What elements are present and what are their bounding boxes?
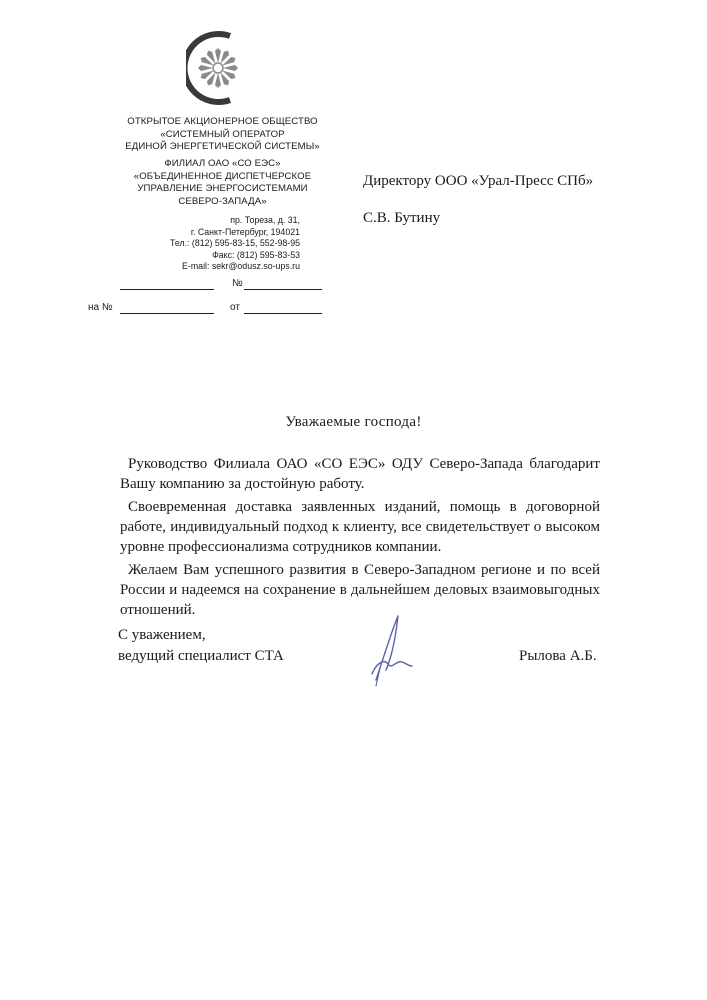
- handwritten-signature: [362, 610, 422, 690]
- address-block: [100, 215, 300, 273]
- branch-name-line: «ОБЪЕДИНЕННОЕ ДИСПЕТЧЕРСКОЕ: [133, 170, 312, 182]
- reference-number-line: [120, 313, 214, 314]
- company-logo: [186, 30, 248, 106]
- address-line: пр. Тореза, д. 31,: [230, 215, 300, 225]
- fax-line: Факс: (812) 595-83-53: [212, 249, 300, 260]
- recipient-position: Директору ООО «Урал-Пресс СПб»: [363, 173, 594, 189]
- body-paragraph: Руководство Филиала ОАО «СО ЕЭС» ОДУ Северо-Запада благодарит Вашу компанию за достойную работу.: [120, 456, 600, 492]
- branch-name: [100, 158, 345, 208]
- outgoing-number-line: [244, 289, 322, 290]
- letter-body: [120, 454, 600, 620]
- org-name-line: ЕДИНОЙ ЭНЕРГЕТИЧЕСКОЙ СИСТЕМЫ»: [125, 141, 320, 152]
- phone-line: Тел.: (812) 595-83-15, 552-98-95: [169, 238, 300, 249]
- reference-date-label: от: [230, 302, 240, 313]
- branch-name-line: УПРАВЛЕНИЕ ЭНЕРГОСИСТЕМАМИ: [137, 183, 308, 194]
- branch-name-line: СЕВЕРО-ЗАПАДА»: [178, 195, 267, 207]
- organization-name: [100, 116, 345, 154]
- outgoing-number-label: №: [232, 278, 243, 289]
- reference-number-label: на №: [88, 302, 113, 313]
- org-name-line: ОТКРЫТОЕ АКЦИОНЕРНОЕ ОБЩЕСТВО: [127, 116, 318, 127]
- reference-date-line: [244, 313, 322, 314]
- body-paragraph: Желаем Вам успешного развития в Северо-Западном регионе и по всей России и надеемся на сохранение в дальнейшем деловых взаимовыгодных отношений.: [120, 562, 600, 618]
- outgoing-date-line: [120, 289, 214, 290]
- branch-name-line: ФИЛИАЛ ОАО «СО ЕЭС»: [164, 158, 281, 169]
- address-line: г. Санкт-Петербург, 194021: [190, 226, 300, 237]
- org-name-line: «СИСТЕМНЫЙ ОПЕРАТОР: [160, 128, 285, 140]
- salutation: Уважаемые господа!: [285, 414, 422, 430]
- body-paragraph: Своевременная доставка заявленных изданий, помощь в договорной работе, индивидуальный подход к клиенту, все свидетельствует о высоком уровне профессионализма сотрудников компании.: [120, 499, 600, 555]
- email-line: E-mail: sekr@odusz.so-ups.ru: [182, 261, 300, 272]
- signer-position: ведущий специалист СТА: [118, 648, 284, 664]
- recipient-name: С.В. Бутину: [363, 210, 441, 226]
- signer-name: Рылова А.Б.: [519, 648, 597, 664]
- closing-phrase: С уважением,: [118, 627, 206, 643]
